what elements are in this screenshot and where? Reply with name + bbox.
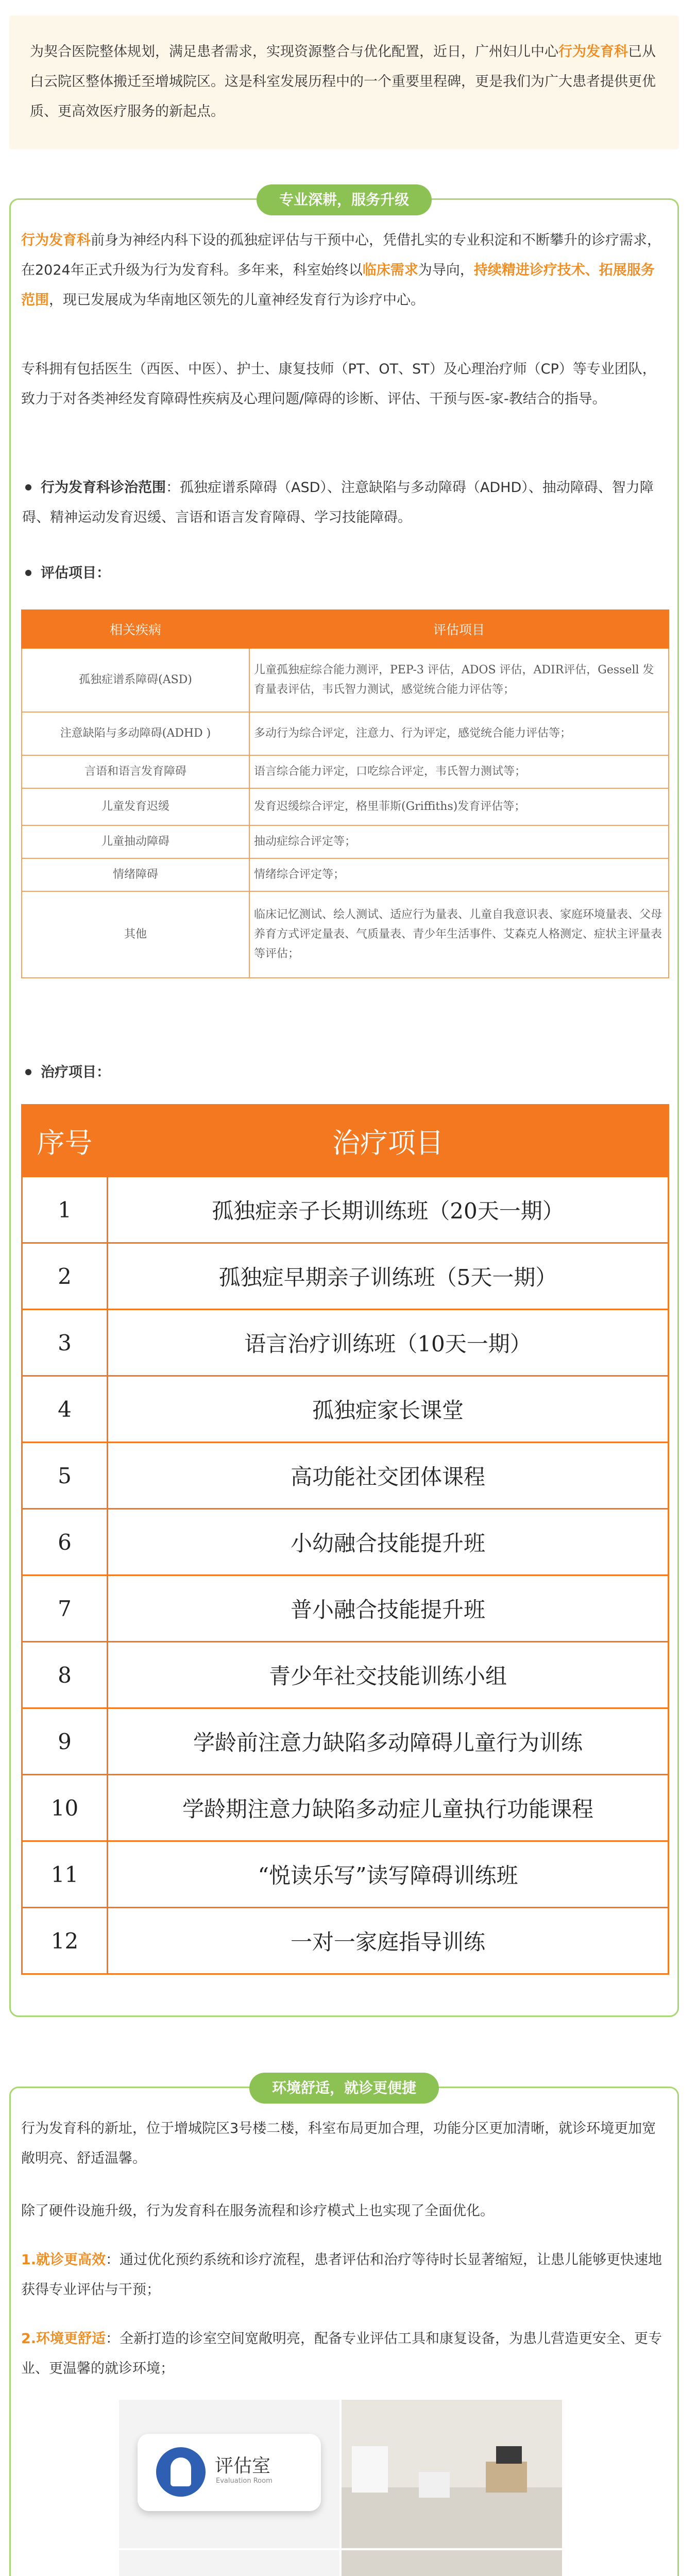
treat-header-item: 治疗项目 [108,1105,669,1177]
sign-subtext: Evaluation Room [216,2477,273,2485]
team-paragraph: 专科拥有包括医生（西医、中医）、护士、康复技师（PT、OT、ST）及心理治疗师（CP）等专业团队，致力于对各类神经发育障碍性疾病及心理问题/障碍的诊断、评估、干预与医-家-教结合的指导。 [21,361,656,407]
efficiency-paragraph [21,2245,668,2305]
treat-item: 孤独症早期亲子训练班（5天一期） [108,1243,669,1310]
treat-item: 小幼融合技能提升班 [108,1509,669,1575]
table-row [22,1310,669,1376]
table-row [22,755,669,788]
dept-intro-paragraph [21,226,668,315]
optimization-paragraph: 除了硬件设施升级，行为发育科在服务流程和诊疗模式上也实现了全面优化。 [21,2203,494,2219]
eval-bullet [22,558,666,588]
treat-label: 治疗项目： [41,1064,110,1080]
section-title-pill: 环境舒适，就诊更便捷 [249,2073,439,2104]
intro-box [9,15,679,149]
dept-intro-text-2: 为导向， [418,262,474,278]
dept-intro-text: 前身为神经内科下设的孤独症评估与干预中心，凭借扎实的专业积淀和不断攀升的诊疗需求，在2024年正式升级为行为发育科。多年来，科室始终以 [21,232,661,278]
room-illustration [342,2400,562,2548]
treat-item: 学龄前注意力缺陷多动障碍儿童行为训练 [108,1708,669,1775]
photo-evaluation-room [342,2400,562,2548]
intro-text-2: 已从白云院区整体搬迁至增城院区。这是科室发展历程中的一个重要里程碑，更是我们为广大患者提供更优质、更高效医疗服务的新起点。 [30,44,656,120]
eval-label: 评估项目： [41,565,110,581]
door-sign [138,2434,321,2511]
table-row [22,1177,669,1243]
hospital-logo-icon [156,2447,206,2497]
photo-evaluation-sign [119,2400,339,2548]
eval-disease: 孤独症谱系障碍(ASD) [22,648,249,712]
efficiency-label: 1.就诊更高效 [21,2252,106,2268]
eval-header-items: 评估项目 [249,610,669,648]
treat-num: 9 [22,1708,108,1775]
treat-item: 孤独症亲子长期训练班（20天一期） [108,1177,669,1243]
comfort-paragraph [21,2324,668,2384]
treat-num: 12 [22,1908,108,1974]
scope-label: 行为发育科诊治范围 [41,480,166,496]
photo-grid [119,2400,562,2576]
table-row [22,1575,669,1642]
treat-item: 学龄期注意力缺陷多动症儿童执行功能课程 [108,1775,669,1841]
eval-item: 抽动症综合评定等； [249,825,669,858]
eval-disease: 注意缺陷与多动障碍(ADHD ) [22,712,249,755]
table-row [22,1841,669,1908]
eval-item: 发育迟缓综合评定，格里菲斯(Griffiths)发育评估等； [249,788,669,825]
intro-text: 为契合医院整体规划，满足患者需求，实现资源整合与优化配置，近日，广州妇儿中心 [30,44,558,60]
treat-item: 语言治疗训练班（10天一期） [108,1310,669,1376]
treat-item: 孤独症家长课堂 [108,1376,669,1443]
bullet-dot [25,484,31,490]
table-row [22,712,669,755]
treat-num: 2 [22,1243,108,1310]
photo-early-intervention-sign [119,2550,339,2576]
table-row [22,1443,669,1509]
treat-num: 6 [22,1509,108,1575]
treat-num: 10 [22,1775,108,1841]
table-row [22,1509,669,1575]
comfort-text: ：全新打造的诊室空间宽敞明亮，配备专业评估工具和康复设备，为患儿营造更安全、更专业、更温馨的就诊环境； [21,2331,662,2377]
eval-disease: 儿童抽动障碍 [22,825,249,858]
table-row [22,1708,669,1775]
eval-disease: 情绪障碍 [22,858,249,891]
eval-item: 多动行为综合评定，注意力、行为评定，感觉统合能力评估等； [249,712,669,755]
location-paragraph: 行为发育科的新址，位于增城院区3号楼二楼，科室布局更加合理，功能分区更加清晰，就诊环境更加宽敞明亮、舒适温馨。 [21,2121,656,2166]
comfort-label: 2.环境更舒适 [21,2331,106,2347]
treat-num: 5 [22,1443,108,1509]
treat-num: 7 [22,1575,108,1642]
eval-header-disease: 相关疾病 [22,610,249,648]
intro-highlight: 行为发育科 [558,44,628,60]
sign-text: 评估室 [215,2455,271,2477]
treat-item: 高功能社交团体课程 [108,1443,669,1509]
treat-table [21,1104,669,1975]
section-professional [9,191,679,2017]
treat-num: 4 [22,1376,108,1443]
room-illustration [342,2550,562,2576]
photo-intervention-room [342,2550,562,2576]
table-row [22,1243,669,1310]
treat-num: 1 [22,1177,108,1243]
treat-item: 普小融合技能提升班 [108,1575,669,1642]
treat-item: 一对一家庭指导训练 [108,1908,669,1974]
bullet-dot [25,1069,31,1075]
tech-highlight: 持续精进诊疗技术、拓展服务范围 [21,262,655,308]
efficiency-text: ：通过优化预约系统和诊疗流程，患者评估和治疗等待时长显著缩短，让患儿能够更快速地获得专业评估与干预； [21,2252,662,2298]
clinical-need-highlight: 临床需求 [362,262,418,278]
table-row [22,788,669,825]
section-environment [9,2079,679,2576]
treat-item: “悦读乐写”读写障碍训练班 [108,1841,669,1908]
table-row [22,858,669,891]
table-row [22,825,669,858]
dept-name-highlight: 行为发育科 [21,232,91,248]
scope-bullet [22,473,666,533]
table-row [22,1775,669,1841]
table-row [22,648,669,712]
treat-num: 11 [22,1841,108,1908]
eval-table [21,609,669,978]
treat-header-num: 序号 [22,1105,108,1177]
eval-disease: 其他 [22,891,249,978]
treat-bullet [22,1058,666,1088]
table-row [22,1642,669,1708]
eval-item: 儿童孤独症综合能力测评，PEP-3 评估，ADOS 评估，ADIR评估，Gessell 发育量表评估，韦氏智力测试，感觉统合能力评估等； [249,648,669,712]
bullet-dot [25,570,31,576]
eval-item: 语言综合能力评定，口吃综合评定，韦氏智力测试等； [249,755,669,788]
eval-item: 情绪综合评定等； [249,858,669,891]
treat-num: 3 [22,1310,108,1376]
eval-item: 临床记忆测试、绘人测试、适应行为量表、儿童自我意识表、家庭环境量表、父母养育方式评定量表、气质量表、青少年生活事件、艾森克人格测定、症状主评量表等评估； [249,891,669,978]
table-row [22,891,669,978]
scope-text: ：孤独症谱系障碍（ASD）、注意缺陷与多动障碍（ADHD）、抽动障碍、智力障碍、精神运动发育迟缓、言语和语言发育障碍、学习技能障碍。 [22,480,654,526]
treat-item: 青少年社交技能训练小组 [108,1642,669,1708]
treat-num: 8 [22,1642,108,1708]
dept-intro-text-3: ，现已发展成为华南地区领先的儿童神经发育行为诊疗中心。 [49,292,424,308]
table-row [22,1908,669,1974]
table-row [22,1376,669,1443]
section-title-pill: 专业深耕，服务升级 [257,184,432,215]
eval-disease: 儿童发育迟缓 [22,788,249,825]
eval-disease: 言语和语言发育障碍 [22,755,249,788]
